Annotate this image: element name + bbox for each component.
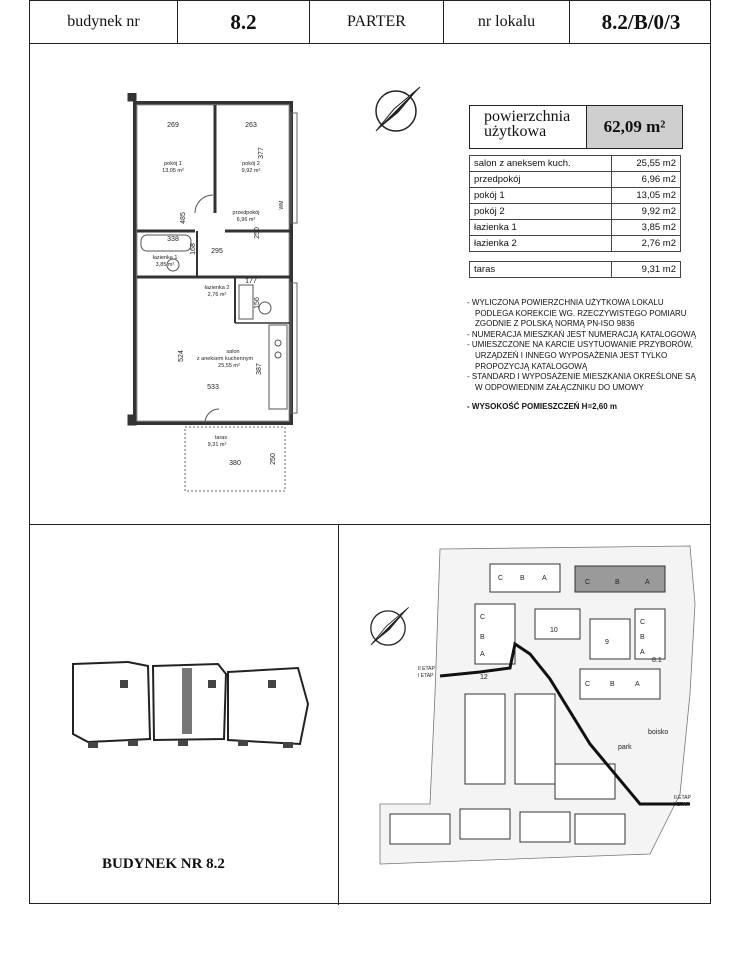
unit-label: nr lokalu	[444, 1, 570, 43]
building-label: budynek nr	[30, 1, 178, 43]
floor-label: PARTER	[310, 1, 444, 43]
site-label: A	[542, 575, 547, 582]
room-name: salon z aneksem kuch.	[470, 156, 612, 172]
room-area: 25,55 m2	[612, 156, 681, 172]
note-1: - WYLICZONA POWIERZCHNIA UŻYTKOWA LOKALU PODLEGA KOREKCIE WG. RZECZYWISTEGO POMIARU ZGODNIE Z POLSKĄ NORMĄ PN-ISO 9836	[467, 298, 687, 329]
table-row	[470, 188, 681, 204]
area-lazienka1: 3,85 m²	[155, 262, 175, 268]
site-label: B	[520, 575, 525, 582]
room-area-table	[469, 155, 681, 252]
site-label: A	[645, 579, 650, 586]
label-salon-2: z aneksem kuchennym	[196, 356, 254, 362]
site-label: C	[585, 579, 591, 586]
site-label: 10	[550, 627, 558, 634]
dim-1: 269	[167, 122, 179, 129]
unit-section	[30, 43, 710, 525]
site-label: C	[480, 614, 486, 621]
note-3: - UMIESZCZONE NA KARCIE USYTUOWANIE PRZYBORÓW, URZĄDZEŃ I INNEGO WYPOSAŻENIA JEST TYLKO PROPOZYCJĄ KATALOGOWĄ	[467, 340, 693, 371]
terrace-table	[469, 261, 681, 278]
height-note: - WYSOKOŚĆ POMIESZCZEŃ H=2,60 m	[467, 402, 618, 412]
building-caption: BUDYNEK NR 8.2	[102, 856, 225, 872]
table-row	[470, 262, 681, 278]
site-label: B	[615, 579, 620, 586]
site-label: 12	[480, 674, 488, 681]
table-row	[470, 156, 681, 172]
label-pokoj2: pokój 2	[242, 161, 260, 167]
site-label: 8.1	[652, 657, 662, 664]
usable-area-label: powierzchnia użytkowa	[484, 108, 571, 140]
table-row	[470, 236, 681, 252]
dim-11: 524	[178, 350, 185, 362]
divider	[338, 524, 339, 905]
area-lazienka2: 2,76 m²	[207, 292, 227, 298]
label-lazienka1: łazienka 1	[152, 255, 178, 261]
note-4: - STANDARD I WYPOSAŻENIE MIESZKANIA OKREŚLONE SĄ W ODPOWIEDNIM ZAŁĄCZNIKU DO UMOWY	[467, 372, 696, 392]
stage-label: I ETAP	[418, 673, 434, 679]
dim-6: 338	[167, 236, 179, 243]
north-arrow-icon	[368, 83, 424, 139]
room-area: 13,05 m2	[612, 188, 681, 204]
site-label: A	[480, 651, 485, 658]
notes	[467, 298, 697, 413]
floor-plan	[125, 93, 305, 493]
area-pokoj2: 9,92 m²	[241, 168, 261, 174]
site-label: B	[480, 634, 485, 641]
site-label: C	[585, 681, 591, 688]
unit-number: 8.2/B/0/3	[601, 9, 681, 34]
usable-area-value: 62,09 m²	[586, 106, 682, 148]
dim-12: 387	[256, 363, 263, 375]
terrace-area: 9,31 m2	[612, 262, 681, 278]
room-area: 9,92 m2	[612, 204, 681, 220]
stage-label: I ETAP	[674, 802, 690, 808]
area-przedpokoj: 6,96 m²	[236, 217, 256, 223]
dim-14: 380	[229, 460, 241, 467]
room-area: 2,76 m2	[612, 236, 681, 252]
stage-label: II ETAP	[674, 795, 691, 801]
area-taras: 9,31 m²	[207, 442, 227, 448]
wm-label: WM	[279, 200, 285, 210]
site-label: boisko	[648, 729, 669, 736]
dim-9: 177	[245, 278, 257, 285]
site-label: A	[635, 681, 640, 688]
label-przedpokoj: przedpokój	[232, 210, 260, 216]
area-pokoj1: 13,05 m²	[162, 168, 184, 174]
site-plan	[360, 544, 710, 874]
dim-2: 263	[245, 122, 257, 129]
room-name: przedpokój	[470, 172, 612, 188]
label-salon: salon	[226, 349, 240, 355]
building-number: 8.2	[178, 1, 310, 43]
stage-label: II ETAP	[418, 666, 435, 672]
room-name: pokój 1	[470, 188, 612, 204]
dim-13: 533	[207, 384, 219, 391]
label-pokoj1: pokój 1	[164, 161, 182, 167]
table-row	[470, 172, 681, 188]
table-row	[470, 204, 681, 220]
site-label: 9	[605, 639, 609, 646]
note-2: - NUMERACJA MIESZKAŃ JEST NUMERACJĄ KATALOGOWĄ	[467, 329, 696, 339]
dim-7: 168	[190, 243, 197, 255]
table-row	[470, 220, 681, 236]
site-label: B	[610, 681, 615, 688]
site-label: A	[640, 649, 645, 656]
room-name: pokój 2	[470, 204, 612, 220]
room-name: łazienka 2	[470, 236, 612, 252]
dim-5: 250	[254, 227, 261, 239]
site-label: park	[618, 744, 632, 751]
usable-area-box	[469, 105, 683, 149]
label-lazienka2: łazienka 2	[204, 285, 230, 291]
room-area: 3,85 m2	[612, 220, 681, 236]
site-label: C	[640, 619, 646, 626]
dim-4: 377	[258, 147, 265, 159]
dim-8: 295	[211, 248, 223, 255]
header-row	[30, 1, 710, 44]
site-label: B	[640, 634, 645, 641]
plan-sheet	[29, 0, 711, 904]
room-name: łazienka 1	[470, 220, 612, 236]
location-section	[30, 524, 710, 905]
dim-15: 250	[270, 453, 277, 465]
label-taras: taras	[214, 435, 228, 441]
site-label: C	[498, 575, 504, 582]
dim-3: 485	[180, 212, 187, 224]
room-area: 6,96 m2	[612, 172, 681, 188]
area-salon: 25,55 m²	[218, 363, 240, 369]
terrace-name: taras	[470, 262, 612, 278]
dim-10: 156	[254, 297, 261, 309]
building-outline	[68, 654, 318, 754]
